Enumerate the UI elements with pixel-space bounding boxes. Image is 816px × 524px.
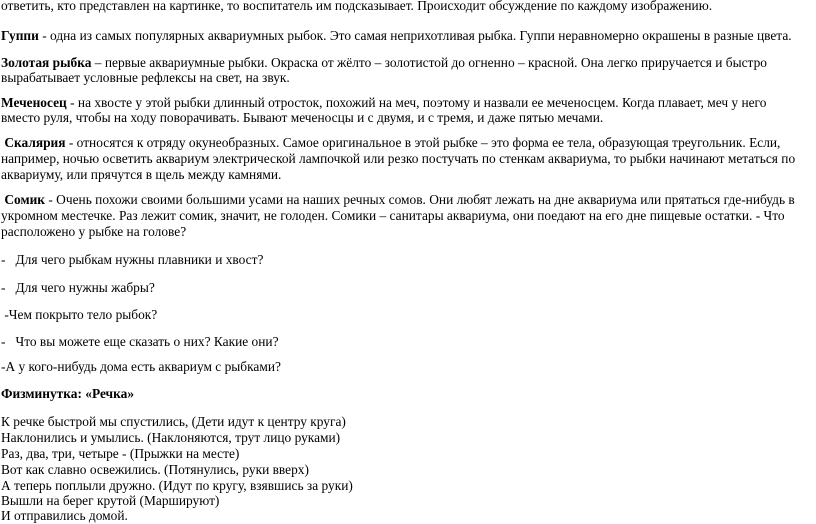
swordtail-term: Меченосец xyxy=(1,95,67,110)
intro-line: ответить, кто представлен на картинке, то воспитатель им подсказывает. Происходит обсуждение по каждому изображению. xyxy=(1,0,713,13)
question-item: -Чем покрыто тело рыбок? xyxy=(1,307,158,322)
question-item: - Что вы можете еще сказать о них? Какие они? xyxy=(1,334,279,349)
guppy-term: Гуппи xyxy=(1,28,39,43)
swordtail-line-2: вместо руля, чтобы на ходу поворачивать. Бывают меченосцы и с двумя, и с тремя, и даже пятью мечами. xyxy=(1,110,604,125)
angelfish-line-2: например, ночью осветить аквариум электрической лампочкой или резко постучать по стенкам аквариума, то рыбки начинают метаться по xyxy=(1,151,796,166)
poem-line: Вышли на берег крутой (Маршируют) xyxy=(1,493,220,508)
question-item: -А у кого-нибудь дома есть аквариум с рыбками? xyxy=(1,359,281,374)
poem-line: И отправились домой. xyxy=(1,508,128,523)
poem-line: Вот как славно освежились. (Потянулись, руки вверх) xyxy=(1,462,309,477)
angelfish-line-3: аквариуму, или прячутся в щель между камнями. xyxy=(1,167,282,182)
goldfish-line-1: Золотая рыбка – первые аквариумные рыбки. Окраска от жёлто – золотистой до огненно – красной. Она легко приручается и быстро xyxy=(1,55,767,70)
goldfish-line-2: вырабатывает условные рефлексы на свет, на звук. xyxy=(1,70,290,85)
poem-line: Раз, два, три, четыре - (Прыжки на месте) xyxy=(1,446,240,461)
catfish-line-3: расположено у рыбке на голове? xyxy=(1,224,187,239)
goldfish-term: Золотая рыбка xyxy=(1,55,92,70)
physminute-title: Физминутка: «Речка» xyxy=(1,386,135,401)
poem-line: К речке быстрой мы спустились, (Дети идут к центру круга) xyxy=(1,414,346,429)
angelfish-line-1: Скалярия - относятся к отряду окунеобразных. Самое оригинальное в этой рыбке – это форма ее тела, образующая треугольник. Если, xyxy=(4,135,781,150)
catfish-line-2: укромном местечке. Раз лежит сомик, значит, не голоден. Сомики – санитары аквариума, они поедают на его дне пищевые остатки. - Что xyxy=(1,208,785,223)
poem-line: Наклонились и умылись. (Наклоняются, трут лицо руками) xyxy=(1,430,341,445)
guppy-text: - одна из самых популярных аквариумных рыбок. Это самая неприхотливая рыбка. Гуппи неравномерно окрашены в разные цвета. xyxy=(38,28,792,43)
swordtail-line-1: Меченосец - на хвосте у этой рыбки длинный отросток, похожий на меч, поэтому и назвали ее меченосцем. Когда плавает, меч у него xyxy=(1,95,767,110)
question-item: - Для чего рыбкам нужны плавники и хвост? xyxy=(1,252,264,267)
poem-line: А теперь поплыли дружно. (Идут по кругу, взявшись за руки) xyxy=(1,478,353,493)
catfish-line-1: Сомик - Очень похожи своими большими усами на наших речных сомов. Они любят лежать на дне аквариума или прятаться где-нибудь в xyxy=(4,192,795,207)
catfish-term: Сомик xyxy=(4,192,46,207)
question-item: - Для чего нужны жабры? xyxy=(1,280,155,295)
guppy-paragraph xyxy=(1,27,792,44)
angelfish-term: Скалярия xyxy=(4,135,66,150)
